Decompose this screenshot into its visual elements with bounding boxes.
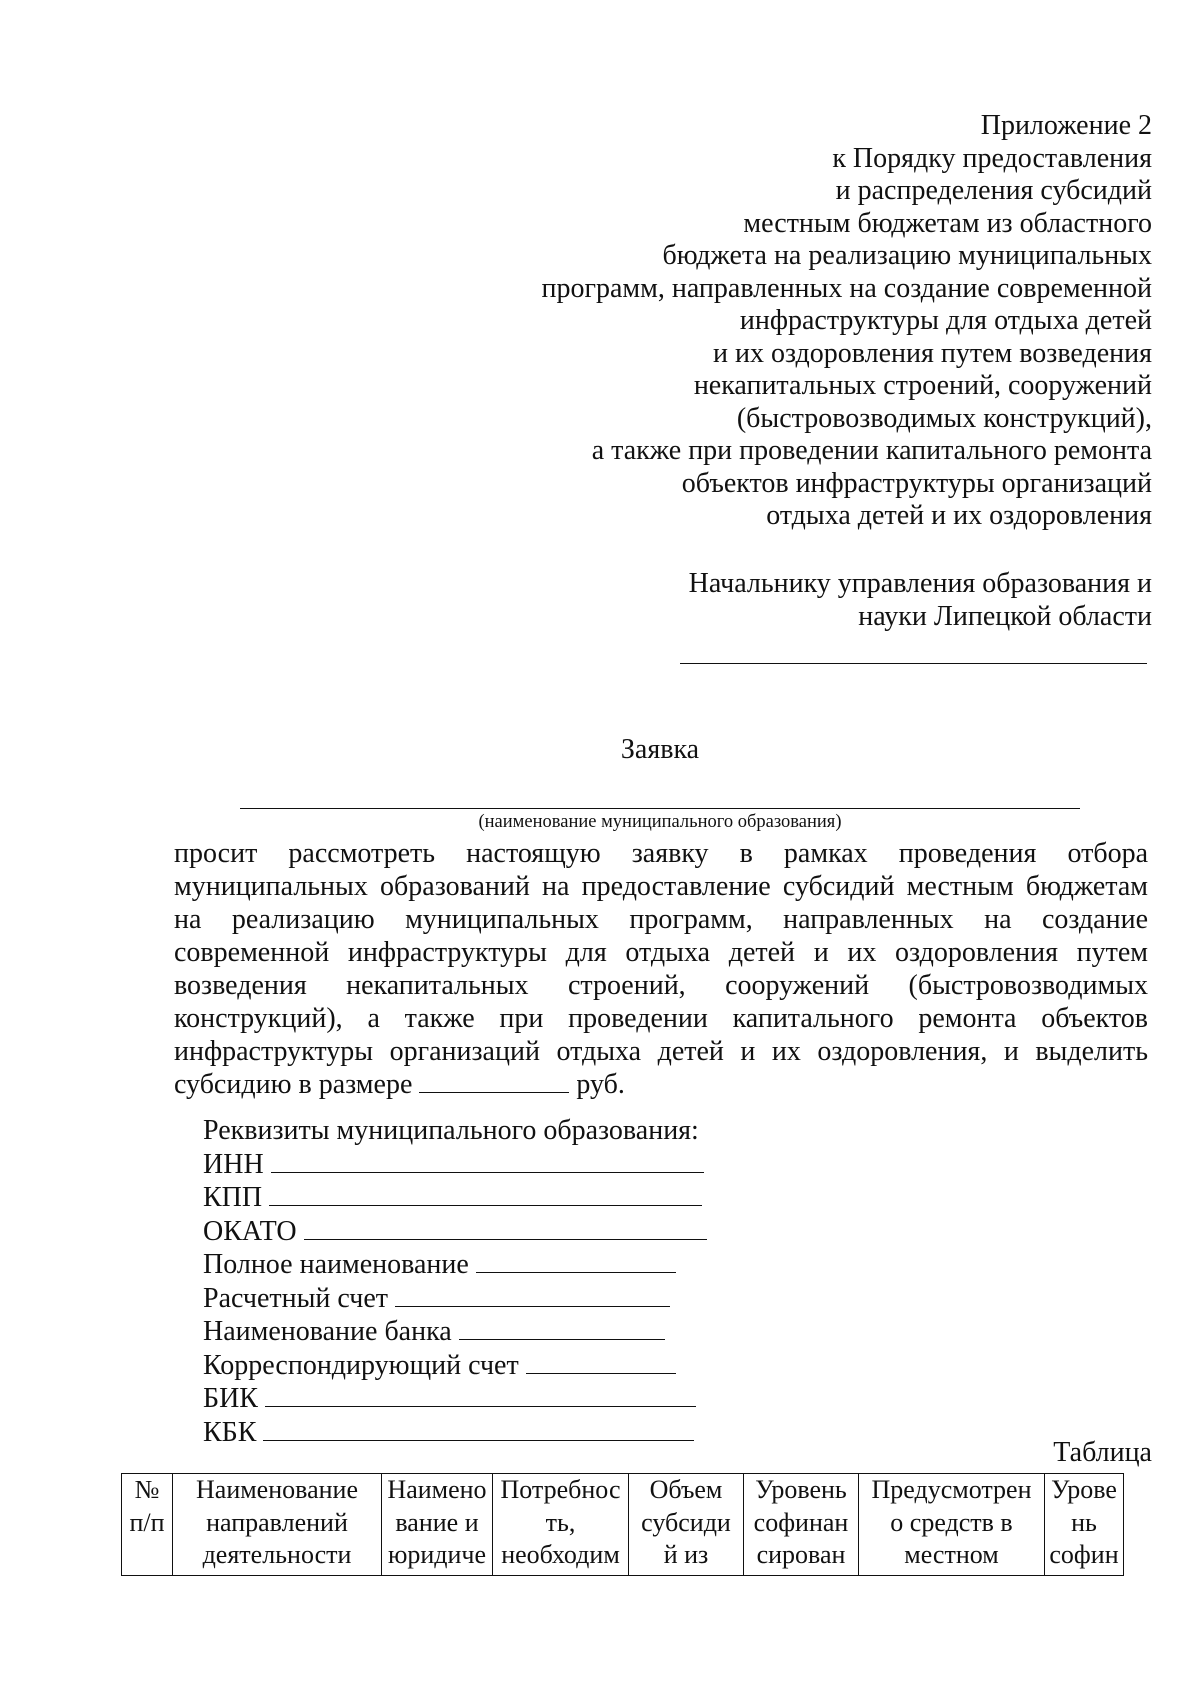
table-header-cell bbox=[122, 1474, 173, 1576]
corr-account-label: Корреспондирующий счет bbox=[203, 1349, 519, 1381]
full-name-blank bbox=[476, 1248, 676, 1273]
account-blank bbox=[395, 1282, 670, 1307]
header-cell-text: Урове bbox=[1051, 1475, 1117, 1504]
header-cell-text: № bbox=[134, 1475, 160, 1504]
appendix-header bbox=[542, 110, 1152, 533]
document-title: Заявка bbox=[620, 734, 700, 765]
kpp-blank bbox=[269, 1181, 702, 1206]
header-cell-text: Потребнос bbox=[500, 1475, 621, 1504]
header-line: инфраструктуры для отдыха детей bbox=[739, 305, 1152, 336]
header-line: объектов инфраструктуры организаций bbox=[681, 467, 1152, 499]
request-body bbox=[174, 837, 1148, 1101]
addressee bbox=[689, 567, 1152, 633]
header-cell-text: деятельности bbox=[202, 1540, 352, 1569]
header-cell-text: п/п bbox=[129, 1507, 165, 1537]
header-cell-text: субсиди bbox=[641, 1507, 731, 1537]
currency-label: руб. bbox=[576, 1069, 625, 1100]
header-cell-text: Объем bbox=[649, 1475, 723, 1504]
okato-label: ОКАТО bbox=[203, 1215, 297, 1247]
header-cell-text: необходим bbox=[501, 1540, 620, 1569]
table-header-cell bbox=[1045, 1474, 1124, 1576]
header-cell-text: нь bbox=[1071, 1507, 1097, 1537]
requisites-block bbox=[203, 1115, 707, 1449]
header-cell-text: вание и bbox=[395, 1507, 479, 1537]
bank-blank bbox=[459, 1315, 665, 1340]
header-cell-text: местном bbox=[904, 1540, 999, 1569]
corr-account-blank bbox=[526, 1349, 676, 1374]
header-line: к Порядку предоставления bbox=[832, 142, 1152, 174]
header-line: а также при проведении капитального ремонта bbox=[591, 435, 1152, 466]
full-name-label: Полное наименование bbox=[203, 1249, 469, 1280]
bik-row bbox=[203, 1382, 707, 1416]
header-cell-text: Уровень bbox=[755, 1475, 847, 1504]
header-line: и распределения субсидий bbox=[835, 175, 1152, 206]
header-line: программ, направленных на создание современной bbox=[541, 272, 1152, 304]
bank-row bbox=[203, 1315, 707, 1349]
header-cell-text: о средств в bbox=[890, 1507, 1013, 1537]
kbk-row bbox=[203, 1416, 707, 1450]
header-cell-text: софинан bbox=[753, 1507, 849, 1537]
municipality-caption: (наименование муниципального образования) bbox=[478, 812, 842, 832]
table-header-cell bbox=[382, 1474, 493, 1576]
header-line: местным бюджетам из областного bbox=[743, 207, 1152, 239]
table-header-cell bbox=[173, 1474, 382, 1576]
header-cell-text: Предусмотрен bbox=[871, 1475, 1032, 1504]
body-line: муниципальных образований на предоставление субсидий местным бюджетам bbox=[174, 871, 1148, 902]
header-cell-text: сирован bbox=[756, 1540, 846, 1569]
header-cell-text: направлений bbox=[206, 1507, 348, 1537]
table-header-cell bbox=[493, 1474, 629, 1576]
header-cell-text: софин bbox=[1049, 1540, 1119, 1569]
header-cell-text: Наимено bbox=[387, 1475, 487, 1504]
table-header-cell bbox=[629, 1474, 744, 1576]
header-line: некапитальных строений, сооружений bbox=[693, 370, 1152, 401]
addressee-line-1: Начальнику управления образования и bbox=[688, 568, 1152, 599]
header-line: отдыха детей и их оздоровления bbox=[766, 500, 1152, 531]
header-cell-text: Наименование bbox=[196, 1475, 358, 1504]
header-line: Приложение 2 bbox=[980, 110, 1152, 141]
table-header-cell bbox=[859, 1474, 1045, 1576]
municipality-blank-line bbox=[240, 808, 1080, 809]
addressee-blank-line bbox=[680, 663, 1147, 664]
kbk-blank bbox=[263, 1416, 694, 1441]
header-line: и их оздоровления путем возведения bbox=[713, 337, 1152, 369]
header-line: (быстровозводимых конструкций), bbox=[736, 402, 1152, 434]
subsidy-amount-label: субсидию в размере bbox=[174, 1069, 413, 1100]
header-cell-text: юридиче bbox=[387, 1540, 487, 1569]
body-line: конструкций), а также при проведении капитального ремонта объектов bbox=[174, 1003, 1148, 1034]
account-label: Расчетный счет bbox=[203, 1282, 389, 1314]
corr-account-row bbox=[203, 1349, 707, 1383]
account-row bbox=[203, 1282, 707, 1316]
body-line: инфраструктуры организаций отдыха детей и их оздоровления, и выделить bbox=[174, 1036, 1148, 1067]
inn-label: ИНН bbox=[203, 1148, 264, 1180]
header-cell-text: ть, bbox=[545, 1507, 576, 1537]
table-header-row bbox=[122, 1474, 1124, 1576]
okato-row bbox=[203, 1215, 707, 1249]
subsidy-amount-blank bbox=[419, 1068, 569, 1093]
body-line: возведения некапитальных строений, сооружений (быстровозводимых bbox=[174, 970, 1148, 1001]
kbk-label: КБК bbox=[203, 1416, 257, 1448]
subsidy-table bbox=[121, 1473, 1124, 1576]
body-line: современной инфраструктуры для отдыха детей и их оздоровления путем bbox=[174, 937, 1148, 968]
bank-label: Наименование банка bbox=[203, 1316, 452, 1347]
body-line: просит рассмотреть настоящую заявку в рамках проведения отбора bbox=[174, 838, 1148, 869]
table-caption: Таблица bbox=[1053, 1437, 1152, 1468]
header-cell-text: й из bbox=[663, 1540, 709, 1569]
kpp-label: КПП bbox=[203, 1182, 263, 1213]
bik-blank bbox=[265, 1382, 696, 1407]
inn-row bbox=[203, 1148, 707, 1182]
bik-label: БИК bbox=[203, 1383, 258, 1414]
kpp-row bbox=[203, 1181, 707, 1215]
inn-blank bbox=[271, 1148, 704, 1173]
addressee-line-2: науки Липецкой области bbox=[858, 601, 1152, 632]
subsidy-amount-line bbox=[174, 1068, 1148, 1101]
requisites-heading: Реквизиты муниципального образования: bbox=[203, 1115, 699, 1146]
okato-blank bbox=[304, 1215, 707, 1240]
body-line: на реализацию муниципальных программ, направленных на создание bbox=[174, 904, 1148, 935]
full-name-row bbox=[203, 1248, 707, 1282]
table-header-cell bbox=[744, 1474, 859, 1576]
header-line: бюджета на реализацию муниципальных bbox=[662, 240, 1152, 271]
